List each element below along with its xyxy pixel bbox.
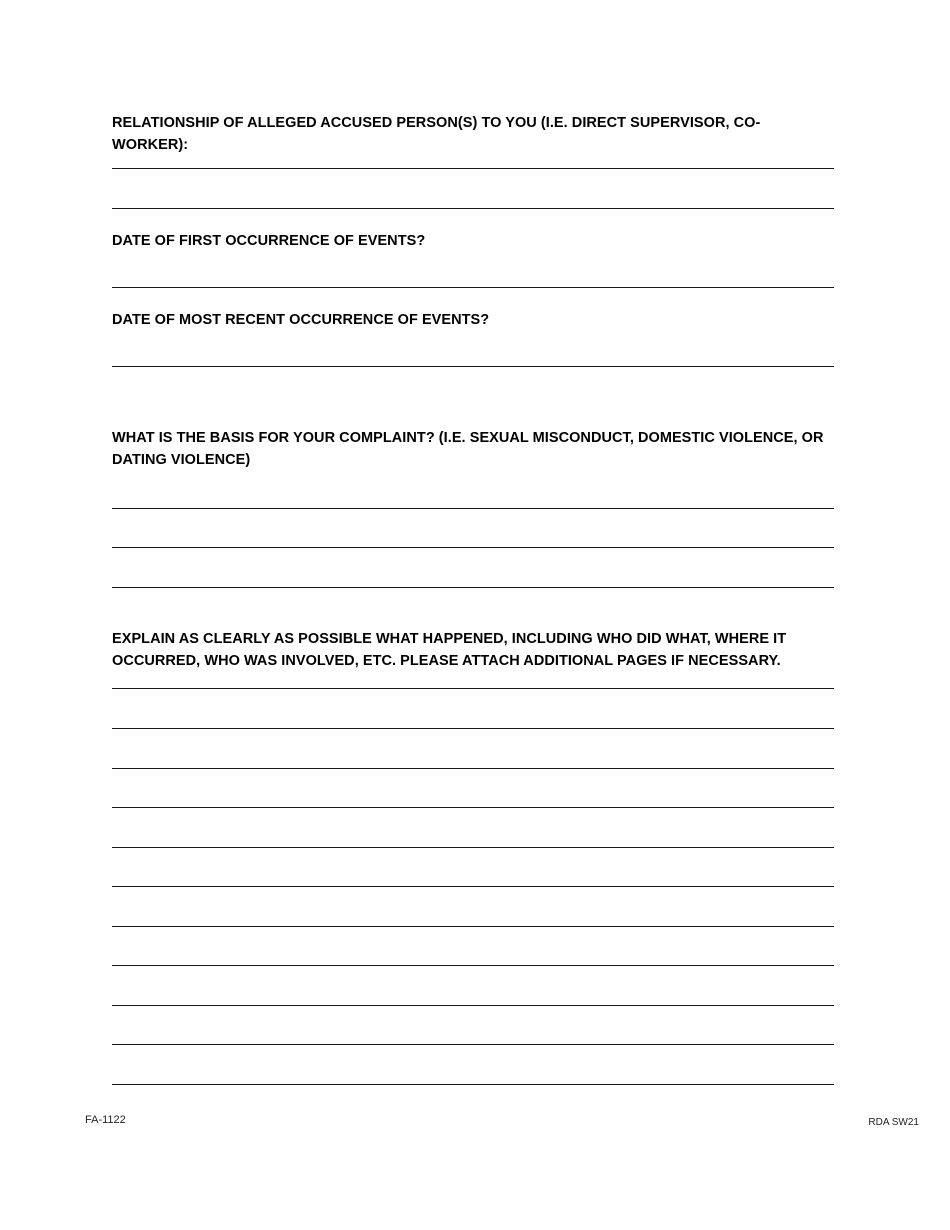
answer-line-relationship-1[interactable] [112,168,834,169]
question-explain [112,628,834,672]
answer-line-explain-7[interactable] [112,926,834,927]
answer-line-recent-occurrence[interactable] [112,366,834,367]
question-explain-line-1: EXPLAIN AS CLEARLY AS POSSIBLE WHAT HAPPENED, INCLUDING WHO DID WHAT, WHERE IT [112,631,787,647]
answer-line-basis-3[interactable] [112,587,834,588]
answer-line-explain-11[interactable] [112,1084,834,1085]
answer-line-basis-1[interactable] [112,508,834,509]
question-recent-occurrence: DATE OF MOST RECENT OCCURRENCE OF EVENTS? [112,312,490,328]
answer-line-explain-1[interactable] [112,688,834,689]
answer-line-explain-2[interactable] [112,728,834,729]
question-basis-line-1: WHAT IS THE BASIS FOR YOUR COMPLAINT? (I.E. SEXUAL MISCONDUCT, DOMESTIC VIOLENCE, OR [112,430,824,446]
question-relationship: RELATIONSHIP OF ALLEGED ACCUSED PERSON(S) TO YOU (I.E. DIRECT SUPERVISOR, CO-WORKER): [112,115,761,153]
answer-line-explain-8[interactable] [112,965,834,966]
question-first-occurrence: DATE OF FIRST OCCURRENCE OF EVENTS? [112,233,426,249]
answer-line-first-occurrence[interactable] [112,287,834,288]
answer-line-explain-9[interactable] [112,1005,834,1006]
answer-line-basis-2[interactable] [112,547,834,548]
question-basis [112,427,834,471]
answer-line-explain-10[interactable] [112,1044,834,1045]
answer-line-explain-5[interactable] [112,847,834,848]
answer-line-explain-4[interactable] [112,807,834,808]
answer-line-explain-3[interactable] [112,768,834,769]
question-basis-line-2: DATING VIOLENCE) [112,452,251,468]
revision-code: RDA SW21 [868,1117,919,1128]
answer-line-relationship-2[interactable] [112,208,834,209]
form-code: FA-1122 [85,1114,126,1126]
question-explain-line-2: OCCURRED, WHO WAS INVOLVED, ETC. PLEASE ATTACH ADDITIONAL PAGES IF NECESSARY. [112,653,781,669]
answer-line-explain-6[interactable] [112,886,834,887]
